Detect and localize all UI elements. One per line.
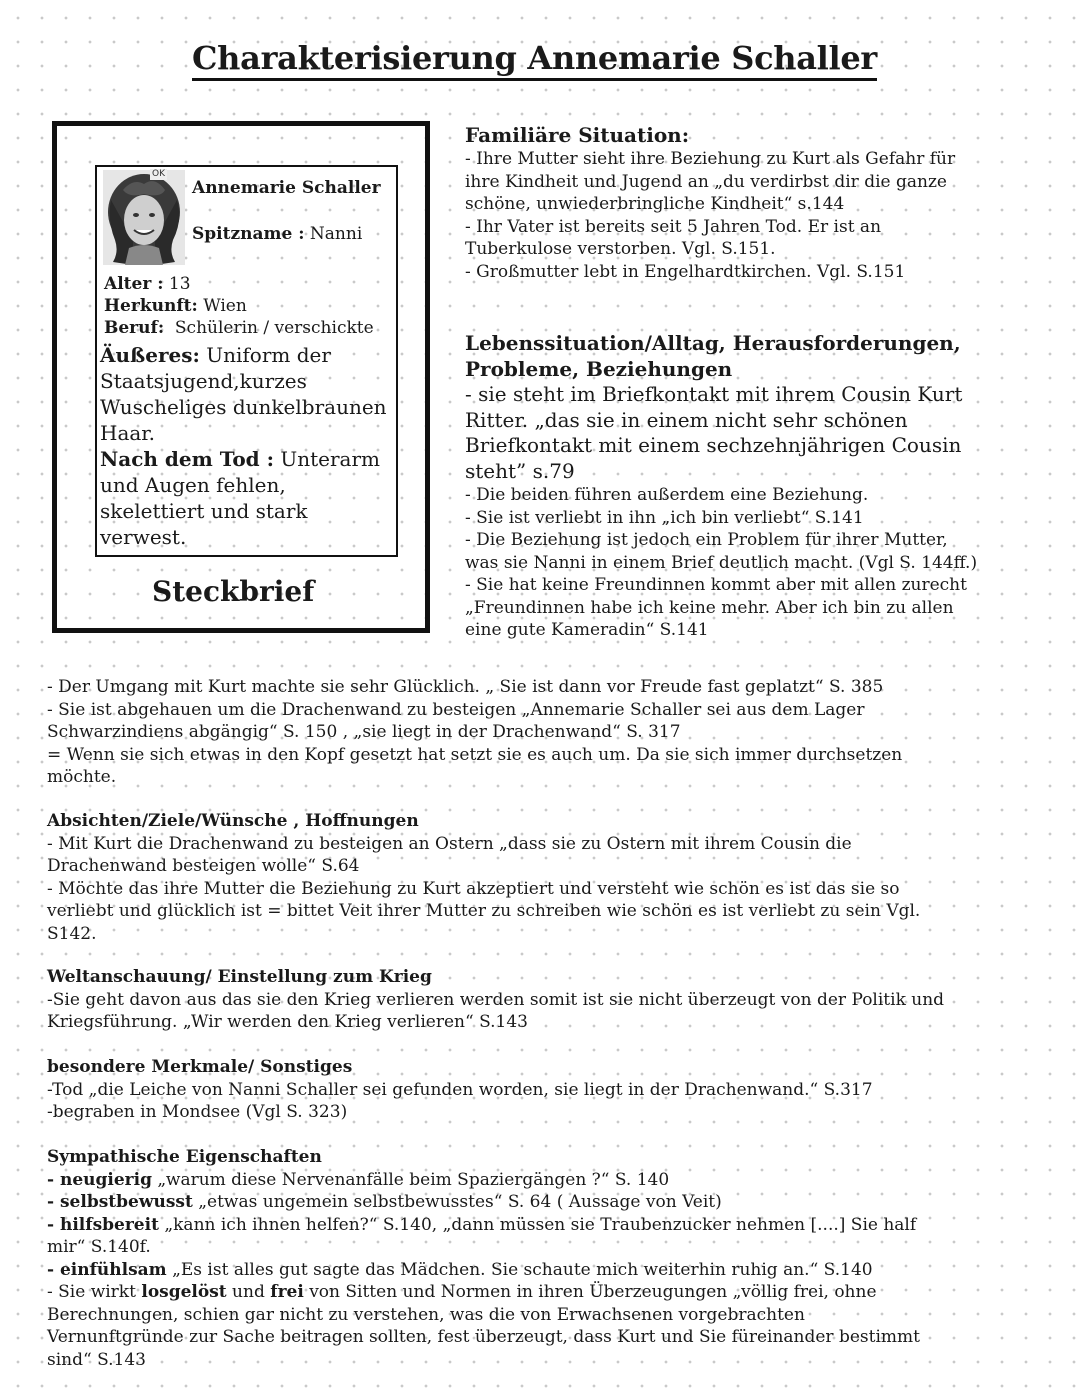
special-line: -begraben in Mondsee (Vgl S. 323) <box>47 1102 348 1122</box>
goals-line: S142. <box>47 923 97 944</box>
life-line: „Freundinnen habe ich keine mehr. Aber ich bin zu allen <box>465 597 954 618</box>
trait-helpful-cont: mir“ S.140f. <box>47 1237 151 1257</box>
trait-free: - Sie wirkt losgelöst und frei von Sitten und Normen in ihren Überzeugungen „völlig frei, ohne <box>47 1282 877 1302</box>
life-line: - sie steht im Briefkontakt mit ihrem Cousin Kurt <box>465 382 963 406</box>
goals-line: verliebt und glücklich ist = bittet Veit ihrer Mutter zu schreiben wie schön es ist verliebt zu sein Vgl. <box>47 901 921 921</box>
special-line: -Tod „die Leiche von Nanni Schaller sei gefunden worden, sie liegt in der Drachenwand.“ S.317 <box>47 1079 873 1100</box>
profile-appearance: Äußeres: Uniform der Staatsjugend,kurzes Wuscheliges dunkelbraunen Haar. <box>100 343 387 445</box>
life-heading: Probleme, Beziehungen <box>465 356 733 381</box>
goals-line: - Möchte das ihre Mutter die Beziehung zu Kurt akzeptiert und versteht wie schön es ist das sie so <box>47 878 900 899</box>
goals-heading: Absichten/Ziele/Wünsche , Hoffnungen <box>47 811 419 831</box>
life-cont-line: - Sie ist abgehauen um die Drachenwand zu besteigen „Annemarie Schaller sei aus dem Lager <box>47 699 865 720</box>
traits-heading: Sympathische Eigenschaften <box>47 1147 322 1167</box>
special-section <box>47 1056 1037 1124</box>
family-section <box>465 122 1025 283</box>
life-section <box>465 331 1025 642</box>
life-line: - Sie ist verliebt in ihn „ich bin verliebt“ S.141 <box>465 507 864 528</box>
life-line: was sie Nanni in einem Brief deutlich macht. (Vgl S. 144ff.) <box>465 552 978 573</box>
profile-age: Alter : 13 <box>104 274 191 294</box>
life-cont-line: Schwarzindiens abgängig“ S. 150 , „sie liegt in der Drachenwand“ S. 317 <box>47 722 681 742</box>
family-line: - Ihre Mutter sieht ihre Beziehung zu Kurt als Gefahr für <box>465 149 956 169</box>
worldview-line: Kriegsführung. „Wir werden den Krieg verlieren“ S.143 <box>47 1012 528 1032</box>
family-line: - Ihr Vater ist bereits seit 5 Jahren Tod. Er ist an <box>465 216 882 237</box>
trait-confident: - selbstbewusst „etwas ungemein selbstbewusstes“ S. 64 ( Aussage von Veit) <box>47 1192 722 1212</box>
family-line: - Großmutter lebt in Engelhardtkirchen. Vgl. S.151 <box>465 261 906 282</box>
trait-free-cont: sind“ S.143 <box>47 1349 146 1370</box>
goals-line: - Mit Kurt die Drachenwand zu besteigen an Ostern „dass sie zu Ostern mit ihrem Cousin die <box>47 833 852 854</box>
family-line: Tuberkulose verstorben. Vgl. S.151. <box>465 239 776 259</box>
family-heading: Familiäre Situation: <box>465 123 690 147</box>
life-cont-line: = Wenn sie sich etwas in den Kopf gesetzt hat setzt sie es auch um. Da sie sich immer durchsetzen <box>47 744 903 765</box>
trait-empathetic: - einfühlsam „Es ist alles gut sagte das Mädchen. Sie schaute mich weiterhin ruhig an.“ S.140 <box>47 1259 873 1280</box>
trait-free-cont: Berechnungen, schien gar nicht zu verstehen, was die von Erwachsenen vorgebrachten <box>47 1304 805 1325</box>
profile-origin: Herkunft: Wien <box>104 296 247 316</box>
special-heading: besondere Merkmale/ Sonstiges <box>47 1057 353 1077</box>
life-line: - Sie hat keine Freundinnen kommt aber mit allen zurecht <box>465 575 967 595</box>
life-line: Ritter. „das sie in einem nicht sehr schönen <box>465 407 908 432</box>
life-line: eine gute Kameradin“ S.141 <box>465 620 709 640</box>
life-line: steht” s.79 <box>465 458 575 483</box>
life-cont-line: - Der Umgang mit Kurt machte sie sehr Glücklich. „ Sie ist dann vor Freude fast geplatzt“ S. 385 <box>47 677 884 697</box>
family-line: ihre Kindheit und Jugend an „du verdirbst dir die ganze <box>465 171 947 192</box>
profile-caption: Steckbrief <box>152 575 315 608</box>
trait-helpful: - hilfsbereit „kann ich ihnen helfen?“ S.140, „dann müssen sie Traubenzucker nehmen [....] Sie half <box>47 1214 917 1235</box>
life-continued <box>47 676 1037 789</box>
goals-section <box>47 810 1037 945</box>
life-line: Briefkontakt mit einem sechzehnjährigen Cousin <box>465 433 962 457</box>
trait-free-cont: Vernunftgründe zur Sache beitragen sollten, fest überzeugt, dass Kurt und Sie füreinander bestimmt <box>47 1327 920 1347</box>
family-line: schöne, unwiederbringliche Kindheit“ s.144 <box>465 194 845 214</box>
life-line: - Die beiden führen außerdem eine Beziehung. <box>465 485 869 505</box>
worldview-heading: Weltanschauung/ Einstellung zum Krieg <box>47 967 432 987</box>
profile-name: Annemarie Schaller <box>192 178 381 198</box>
goals-line: Drachenwand besteigen wolle“ S.64 <box>47 856 360 876</box>
worldview-line: -Sie geht davon aus das sie den Krieg verlieren werden somit ist sie nicht überzeugt von der Politik und <box>47 989 945 1010</box>
life-heading: Lebenssituation/Alltag, Herausforderungen, <box>465 331 961 355</box>
worldview-section <box>47 966 1037 1034</box>
trait-curious: - neugierig „warum diese Nervenanfälle beim Spaziergängen ?“ S. 140 <box>47 1169 670 1190</box>
life-cont-line: möchte. <box>47 767 117 787</box>
page-title: Charakterisierung Annemarie Schaller <box>192 38 877 81</box>
life-line: - Die Beziehung ist jedoch ein Problem für ihrer Mutter, <box>465 530 948 550</box>
profile-death: Nach dem Tod : Unterarm und Augen fehlen, skelettiert und stark verwest. <box>100 447 380 549</box>
photo-stamp: OK <box>152 169 165 179</box>
traits-section <box>47 1146 1037 1371</box>
profile-job: Beruf: Schülerin / verschickte <box>104 318 374 338</box>
profile-nickname: Spitzname : Nanni <box>192 224 363 244</box>
portrait-photo <box>103 170 185 265</box>
